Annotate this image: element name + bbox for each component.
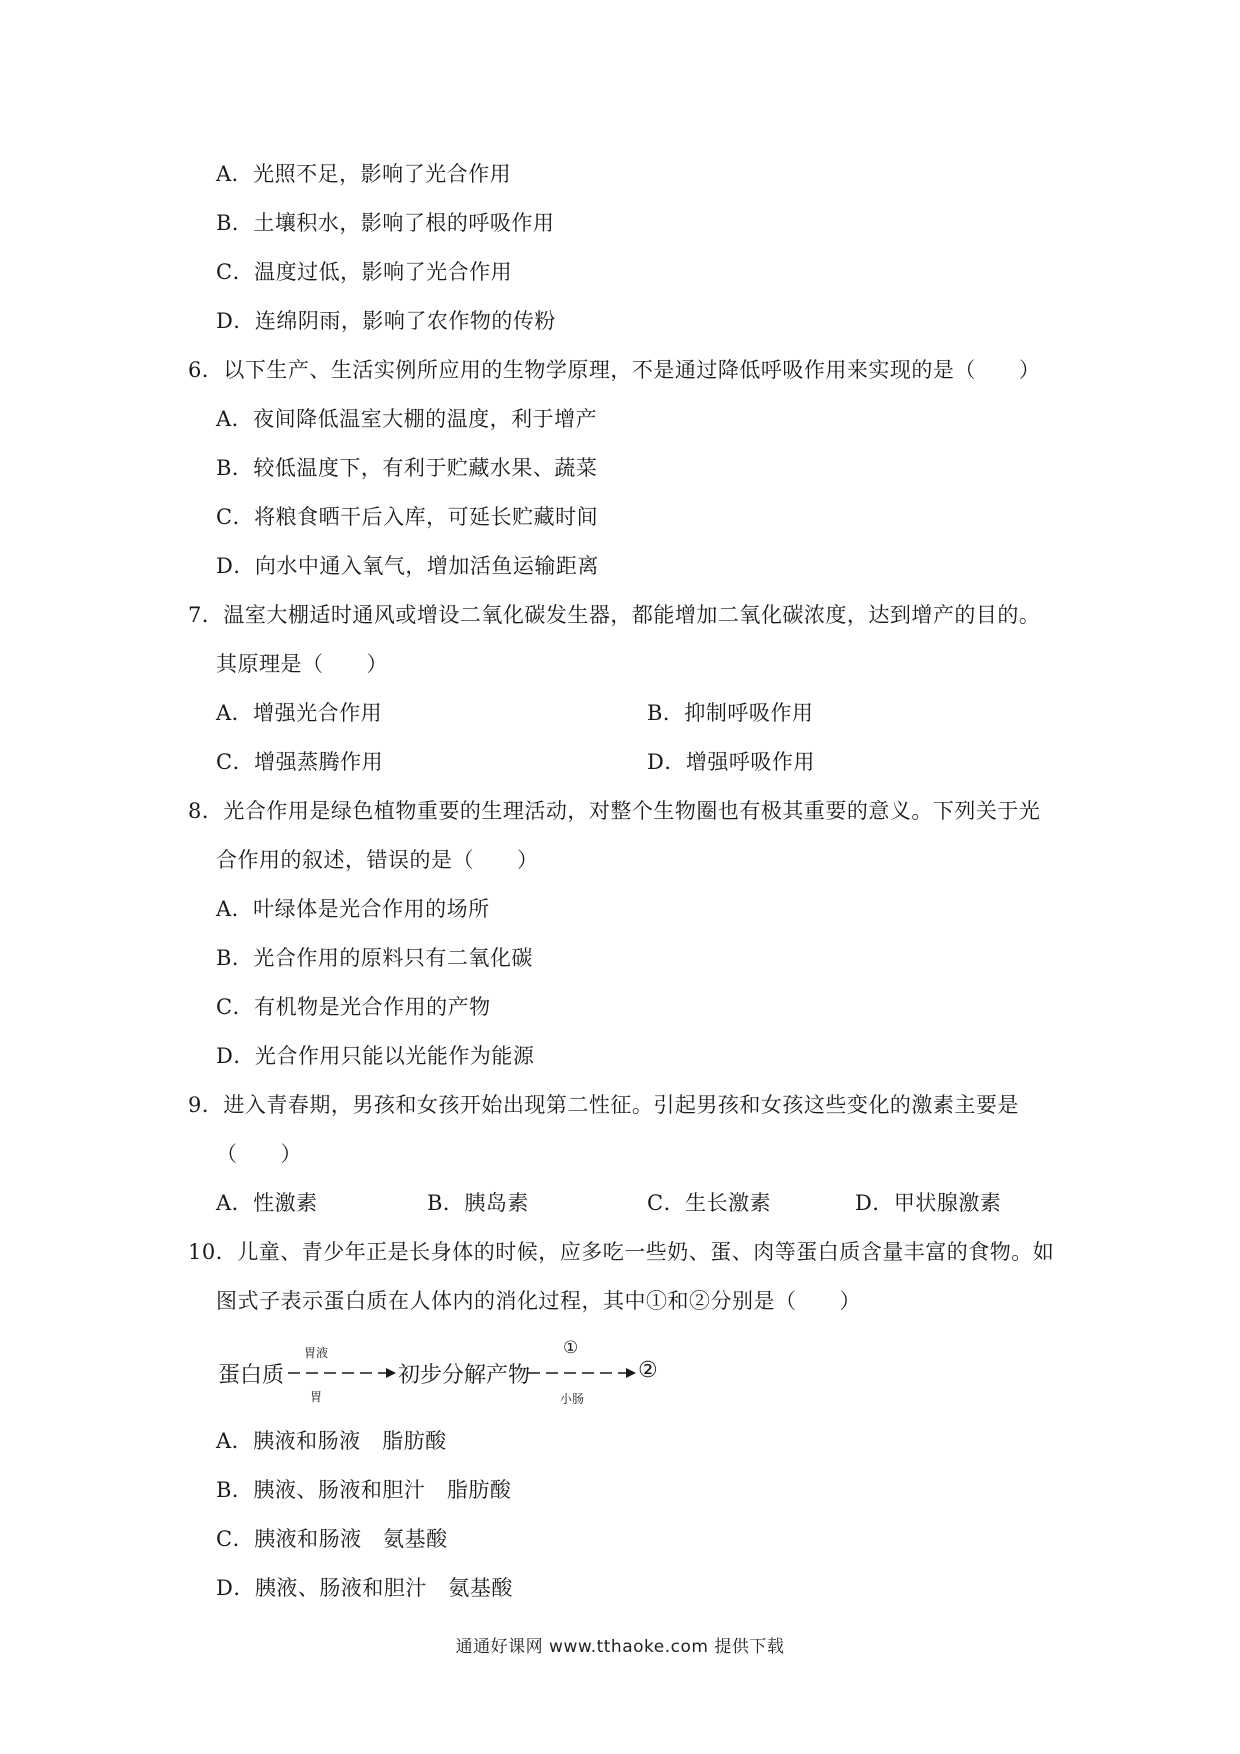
q5-option-a: A．光照不足，影响了光合作用 xyxy=(216,162,512,186)
diagram-end: ② xyxy=(638,1358,658,1383)
diagram-middle-product: 初步分解产物 xyxy=(398,1363,531,1388)
q6-option-a: A．夜间降低温室大棚的温度，利于增产 xyxy=(216,407,598,431)
q5-option-d: D．连绵阴雨，影响了农作物的传粉 xyxy=(216,309,556,333)
arrow1-top-label: 胃液 xyxy=(304,1346,329,1360)
q10-stem-line2: 图式子表示蛋白质在人体内的消化过程，其中①和②分别是（ ） xyxy=(216,1289,861,1313)
q9-stem-line2: （ ） xyxy=(216,1142,302,1166)
q7-stem-line2: 其原理是（ ） xyxy=(216,652,388,676)
diagram-start-protein: 蛋白质 xyxy=(218,1363,285,1388)
q7-option-c: C．增强蒸腾作用 xyxy=(216,750,384,774)
q9-stem-line1: 9．进入青春期，男孩和女孩开始出现第二性征。引起男孩和女孩这些变化的激素主要是 xyxy=(188,1093,1019,1117)
q8-option-a: A．叶绿体是光合作用的场所 xyxy=(216,897,490,921)
q6-stem: 6．以下生产、生活实例所应用的生物学原理，不是通过降低呼吸作用来实现的是（ ） xyxy=(188,358,1041,382)
arrow2-head xyxy=(626,1368,636,1378)
q10-option-d: D．胰液、肠液和胆汁 氨基酸 xyxy=(216,1576,513,1600)
arrow2-bottom-label: 小肠 xyxy=(560,1392,585,1406)
q6-option-d: D．向水中通入氧气，增加活鱼运输距离 xyxy=(216,554,599,578)
q8-option-d: D．光合作用只能以光能作为能源 xyxy=(216,1044,535,1068)
q8-option-c: C．有机物是光合作用的产物 xyxy=(216,995,491,1019)
page-footer: 通通好课网 www.tthaoke.com 提供下载 xyxy=(455,1637,785,1657)
q10-option-b: B．胰液、肠液和胆汁 脂肪酸 xyxy=(216,1478,512,1502)
q6-option-c: C．将粮食晒干后入库，可延长贮藏时间 xyxy=(216,505,599,529)
q7-option-d: D．增强呼吸作用 xyxy=(647,750,815,774)
q8-stem-line2: 合作用的叙述，错误的是（ ） xyxy=(216,848,539,872)
q6-option-b: B．较低温度下，有利于贮藏水果、蔬菜 xyxy=(216,456,598,480)
q8-stem-line1: 8．光合作用是绿色植物重要的生理活动，对整个生物圈也有极其重要的意义。下列关于光 xyxy=(188,799,1041,823)
q10-stem-line1: 10．儿童、青少年正是长身体的时候，应多吃一些奶、蛋、肉等蛋白质含量丰富的食物。如 xyxy=(188,1240,1055,1264)
q7-option-b: B．抑制呼吸作用 xyxy=(647,701,814,725)
arrow1-bottom-label: 胃 xyxy=(310,1390,323,1404)
q5-option-c: C．温度过低，影响了光合作用 xyxy=(216,260,513,284)
arrow1-head xyxy=(386,1368,396,1378)
arrow2-top-label: ① xyxy=(563,1338,579,1358)
q10-option-c: C．胰液和肠液 氨基酸 xyxy=(216,1527,448,1551)
q7-option-a: A．增强光合作用 xyxy=(216,701,383,725)
q10-option-a: A．胰液和肠液 脂肪酸 xyxy=(216,1429,447,1453)
q7-stem-line1: 7．温室大棚适时通风或增设二氧化碳发生器，都能增加二氧化碳浓度，达到增产的目的。 xyxy=(188,603,1041,627)
digestion-diagram xyxy=(218,1332,678,1412)
q9-option-a: A．性激素 xyxy=(216,1191,318,1215)
q9-option-b: B．胰岛素 xyxy=(427,1191,529,1215)
q9-option-d: D．甲状腺激素 xyxy=(855,1191,1002,1215)
q8-option-b: B．光合作用的原料只有二氧化碳 xyxy=(216,946,533,970)
q9-option-c: C．生长激素 xyxy=(647,1191,772,1215)
q5-option-b: B．土壤积水，影响了根的呼吸作用 xyxy=(216,211,555,235)
